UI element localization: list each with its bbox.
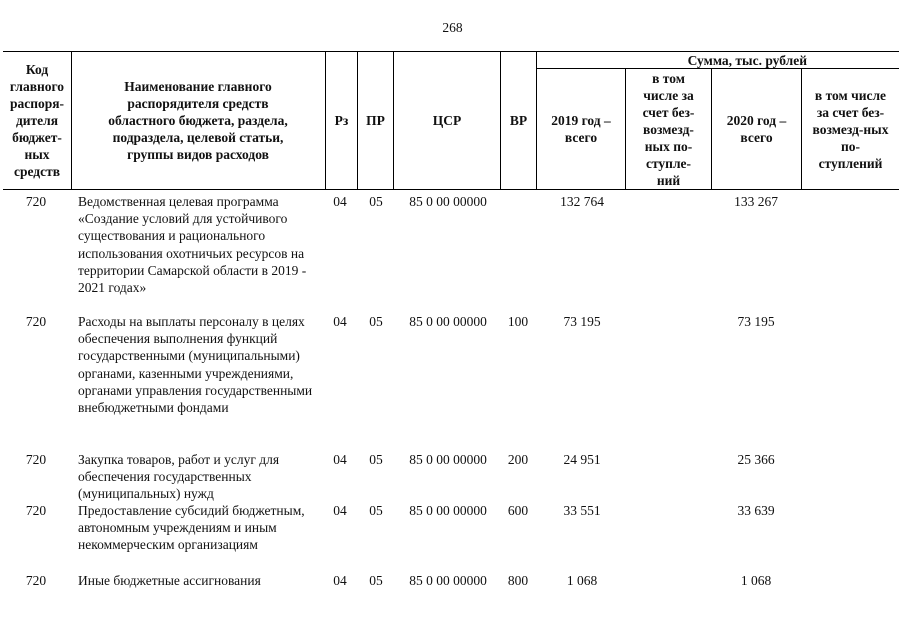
header-pr: ПР xyxy=(366,113,385,128)
header-code: Код главного распоря-дителя бюджет-ных средств xyxy=(9,62,65,179)
cell-pr: 05 xyxy=(369,314,383,329)
cell-vr: 600 xyxy=(507,503,529,518)
table-header xyxy=(3,51,899,190)
cell-rz: 04 xyxy=(333,194,347,209)
cell-csr: 85 0 00 00000 xyxy=(409,452,487,467)
header-vr: ВР xyxy=(509,113,528,128)
cell-pr: 05 xyxy=(369,194,383,209)
header-rz: Рз xyxy=(334,113,349,128)
cell-2020-total: 33 639 xyxy=(737,503,775,518)
cell-code: 720 xyxy=(25,452,47,467)
cell-vr: 200 xyxy=(507,452,529,467)
page-number: 268 xyxy=(442,20,463,35)
cell-pr: 05 xyxy=(369,452,383,467)
header-2020-total: 2020 год – всего xyxy=(726,113,787,145)
cell-name: Расходы на выплаты персоналу в целях обеспечения выполнения функций государственными (муниципальными) органами, казенными учреждениями, органами управления государственными внебюджетными фондами xyxy=(78,314,313,416)
cell-2019-total: 132 764 xyxy=(560,194,604,209)
cell-name: Предоставление субсидий бюджетным, автономным учреждениям и иным некоммерческим организациям xyxy=(78,503,305,553)
cell-name: Иные бюджетные ассигнования xyxy=(78,573,261,588)
cell-2020-total: 1 068 xyxy=(740,573,772,588)
header-bottom-border xyxy=(3,189,899,190)
cell-2019-total: 33 551 xyxy=(563,503,601,518)
cell-pr: 05 xyxy=(369,503,383,518)
cell-code: 720 xyxy=(25,573,47,588)
cell-2020-total: 133 267 xyxy=(734,194,778,209)
header-2019-free: в том числе за счет без-возмезд-ных по-ступле-ний xyxy=(642,70,695,188)
cell-name: Закупка товаров, работ и услуг для обеспечения государственных (муниципальных) нужд xyxy=(78,452,280,502)
cell-code: 720 xyxy=(25,314,47,329)
cell-code: 720 xyxy=(25,194,47,209)
cell-2019-total: 73 195 xyxy=(563,314,601,329)
cell-code: 720 xyxy=(25,503,47,518)
cell-csr: 85 0 00 00000 xyxy=(409,503,487,518)
cell-csr: 85 0 00 00000 xyxy=(409,573,487,588)
col-rule xyxy=(71,51,72,190)
cell-rz: 04 xyxy=(333,452,347,467)
cell-vr: 100 xyxy=(507,314,529,329)
cell-rz: 04 xyxy=(333,573,347,588)
cell-2020-total: 25 366 xyxy=(737,452,775,467)
cell-2020-total: 73 195 xyxy=(737,314,775,329)
cell-2019-total: 1 068 xyxy=(566,573,598,588)
header-sum-group: Сумма, тыс. рублей xyxy=(687,52,807,68)
cell-pr: 05 xyxy=(369,573,383,588)
cell-csr: 85 0 00 00000 xyxy=(409,194,487,209)
cell-rz: 04 xyxy=(333,314,347,329)
cell-vr: 800 xyxy=(507,573,529,588)
header-2019-total: 2019 год – всего xyxy=(551,113,611,145)
cell-csr: 85 0 00 00000 xyxy=(409,314,487,329)
cell-name: Ведомственная целевая программа «Создание условий для устойчивого существования и рационального использования охотничьих ресурсов на территории Самарской области в 2019 - 2021 годах» xyxy=(78,194,307,296)
cell-2019-total: 24 951 xyxy=(563,452,601,467)
header-2020-free: в том числе за счет без-возмезд-ных по-ступлений xyxy=(812,87,889,171)
header-name: Наименование главного распорядителя средств областного бюджета, раздела, подраздела, целевой статьи, группы видов расходов xyxy=(108,79,288,162)
cell-rz: 04 xyxy=(333,503,347,518)
header-csr: ЦСР xyxy=(432,113,462,128)
